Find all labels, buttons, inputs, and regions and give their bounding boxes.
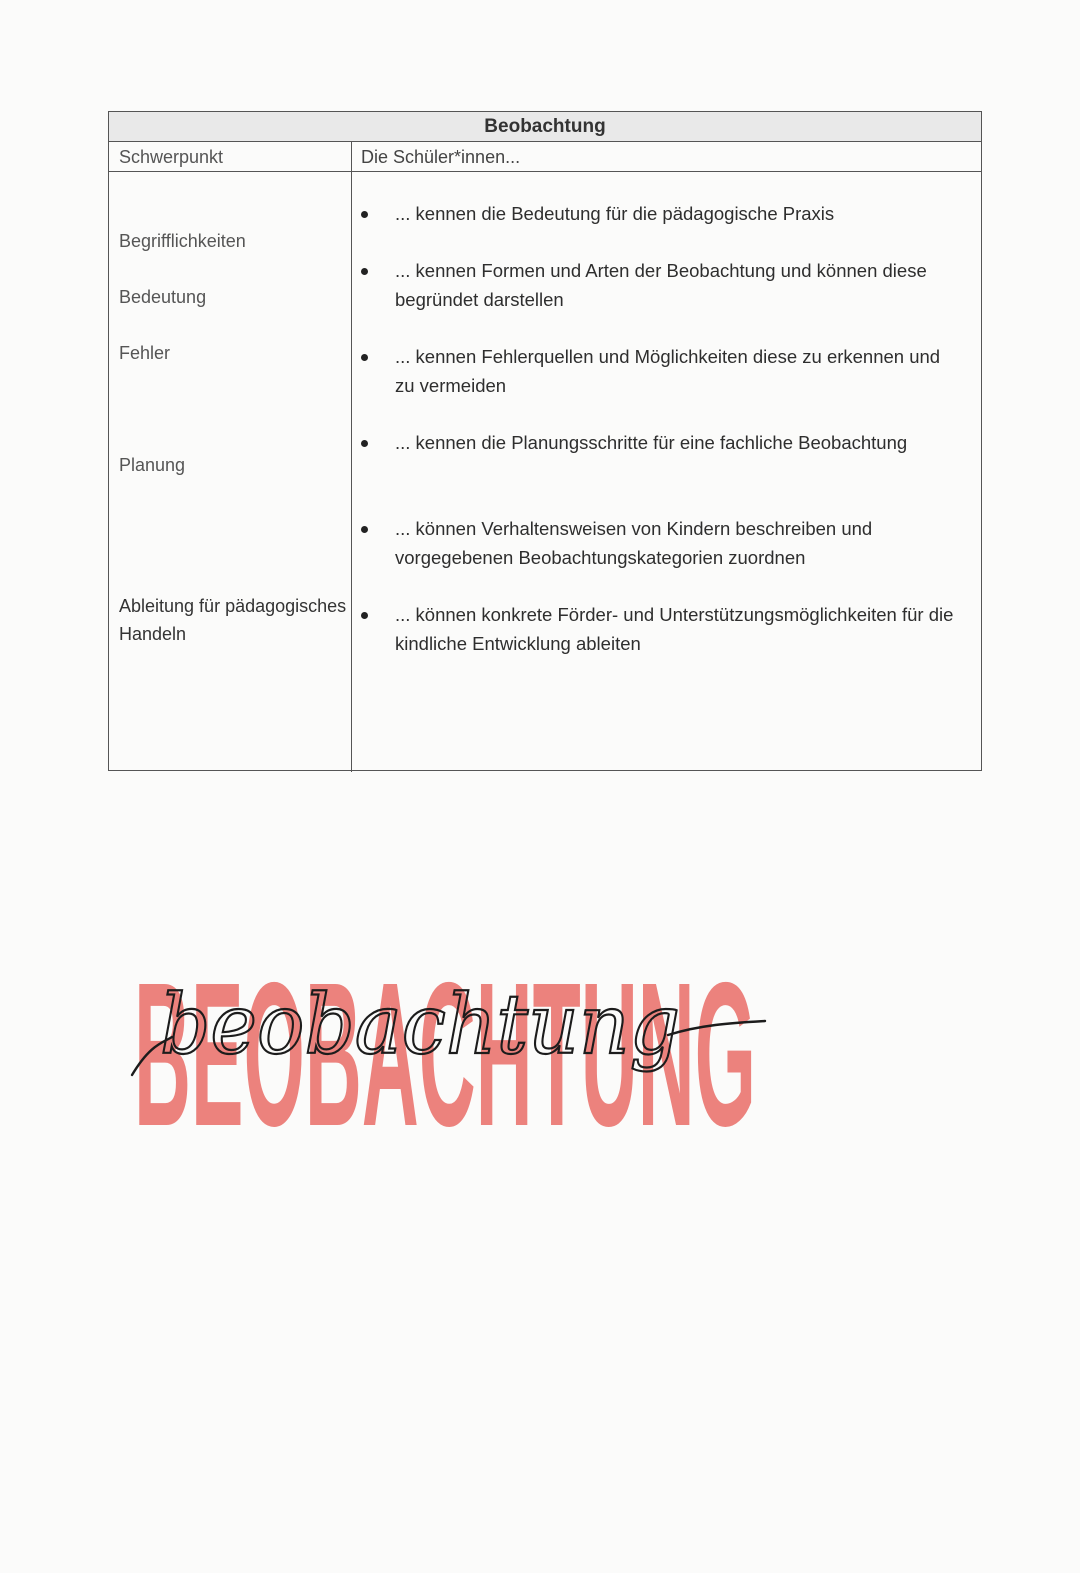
- table-title: Beobachtung: [109, 112, 981, 142]
- bullet-item: [361, 257, 961, 314]
- bullet-text: ... können konkrete Förder- und Unterstützungsmöglichkeiten für die kindliche Entwicklung ableiten: [395, 604, 954, 654]
- header-focus: Schwerpunkt: [119, 147, 224, 167]
- bullet-dot-icon: [361, 268, 368, 275]
- focus-planung: Planung: [119, 455, 186, 475]
- bullet-item: [361, 200, 961, 229]
- bullet-dot-icon: [361, 440, 368, 447]
- focus-bedeutung: Bedeutung: [119, 287, 207, 307]
- focus-ableitung: Ableitung für pädagogisches Handeln: [119, 596, 347, 644]
- lettering-block-text: BEOBACHTUNG: [134, 940, 756, 1165]
- bullet-text: ... kennen die Planungsschritte für eine fachliche Beobachtung: [395, 432, 908, 453]
- bullet-text: ... kennen die Bedeutung für die pädagogische Praxis: [395, 203, 835, 224]
- focus-fehler: Fehler: [119, 343, 171, 363]
- bullet-text: ... kennen Formen und Arten der Beobachtung und können diese begründet darstellen: [395, 260, 927, 310]
- bullet-dot-icon: [361, 526, 368, 533]
- column-divider: [351, 142, 352, 772]
- competency-table: [108, 111, 982, 771]
- bullet-dot-icon: [361, 612, 368, 619]
- lettering-script-text: beobachtung: [160, 978, 680, 1073]
- bullet-item: [361, 343, 961, 400]
- hand-lettering: [120, 925, 780, 1165]
- bullet-text: ... kennen Fehlerquellen und Möglichkeiten diese zu erkennen und zu vermeiden: [395, 346, 941, 396]
- bullet-item: [361, 515, 961, 572]
- bullet-text: ... können Verhaltensweisen von Kindern beschreiben und vorgegebenen Beobachtungskategorien zuordnen: [395, 518, 873, 568]
- header-students: Die Schüler*innen...: [361, 147, 521, 167]
- bullet-item: [361, 601, 961, 658]
- focus-begrifflichkeiten: Begrifflichkeiten: [119, 231, 246, 251]
- bullet-dot-icon: [361, 354, 368, 361]
- bullet-item: [361, 429, 961, 458]
- bullet-dot-icon: [361, 211, 368, 218]
- table-header-row: [109, 142, 981, 172]
